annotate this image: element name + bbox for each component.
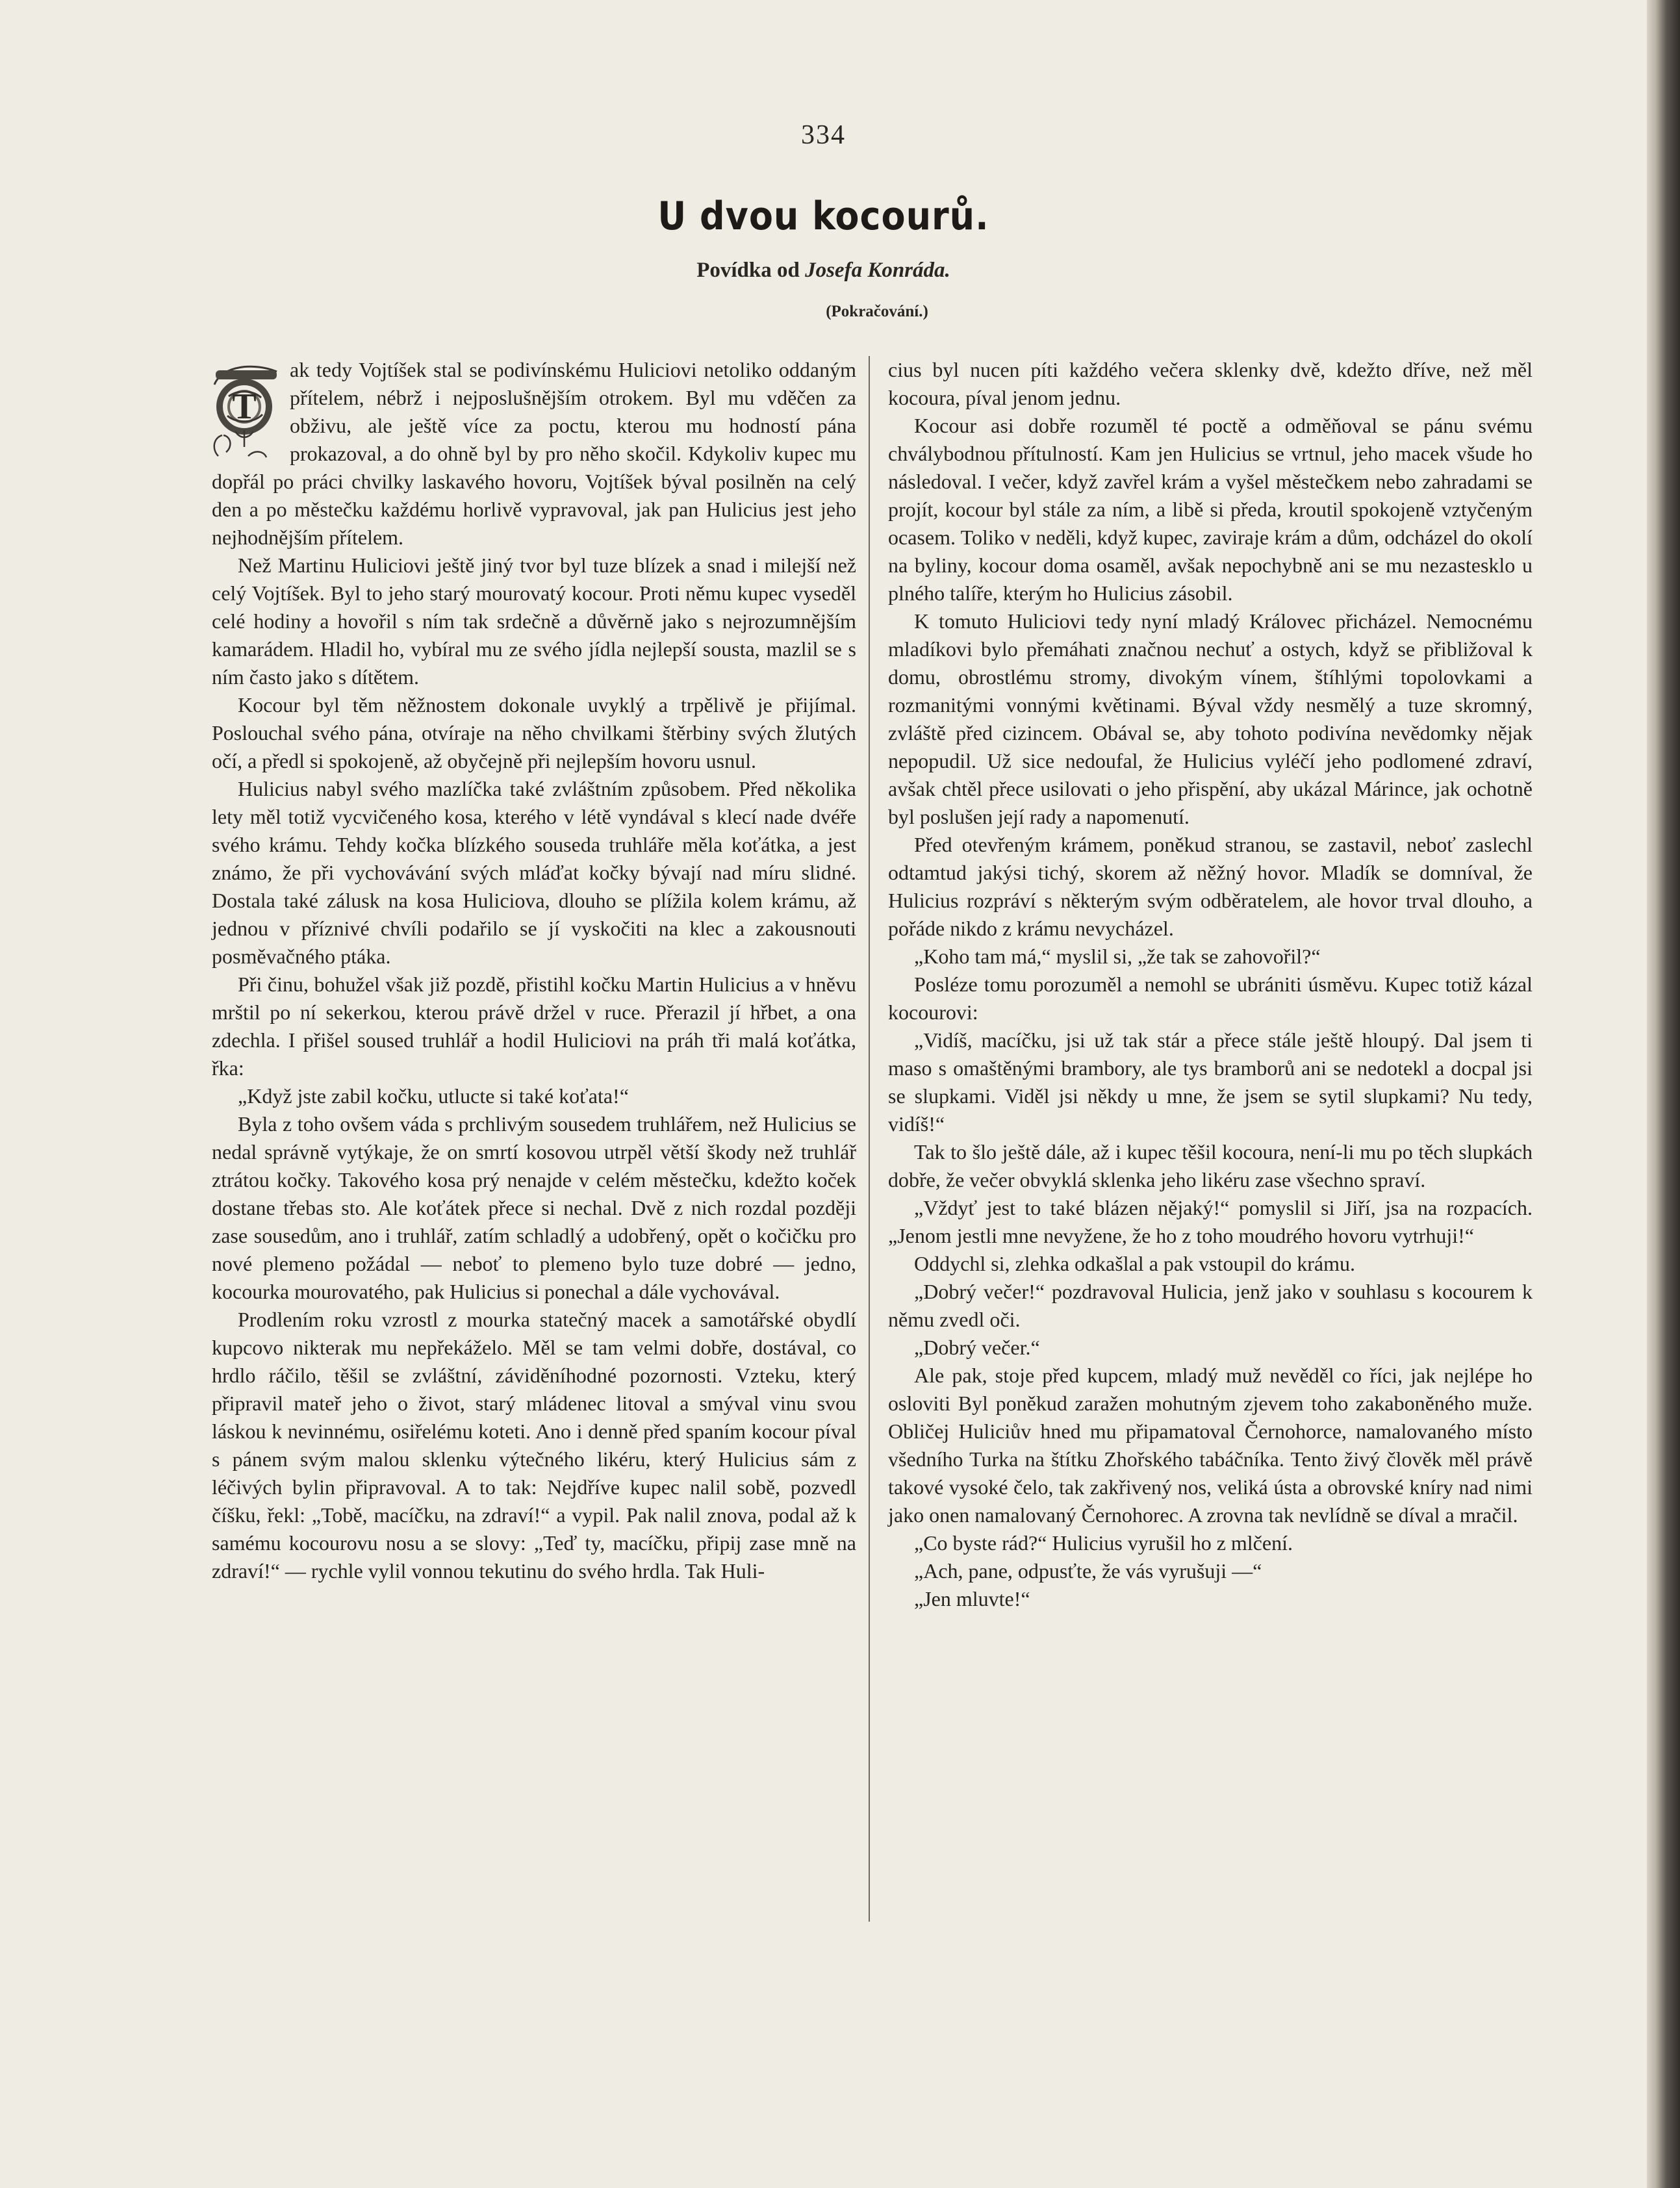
paragraph: „Vidíš, macíčku, jsi už tak stár a přece stále ještě hloupý. Dal jsem ti maso s omaštěnými brambory, ale tys bramborů ani se nedotekl a docpal jsi se slupkami. Viděl jsi někdy u mne, že jsem se sytil slupkami? Nu tedy, vidíš!“ [888, 1028, 1533, 1136]
paragraph: „Vždyť jest to také blázen nějaký!“ pomyslil si Jiří, jsa na rozpacích. „Jenom jestli mne nevyžene, že ho z toho moudrého hovoru vytrhuji!“ [888, 1196, 1533, 1247]
author-name: Josefa Konráda. [805, 259, 950, 282]
paragraph: Než Martinu Huliciovi ještě jiný tvor byl tuze blízek a snad i milejší než celý Vojtíšek. Byl to jeho starý mourovatý kocour. Proti němu kupec vyseděl celé hodiny a hovořil s ním tak srdečně a důvěrně jako s nejrozumnějším kamarádem. Hladil ho, vybíral mu ze svého jídla nejlepší sousta, mazlil se s ním často jako s dítětem. [212, 553, 856, 689]
text-column-right [888, 356, 1533, 1613]
paragraph: „Koho tam má,“ myslil si, „že tak se zahovořil?“ [914, 945, 1321, 968]
book-page-edge [1647, 0, 1680, 2188]
paragraph: K tomuto Huliciovi tedy nyní mladý Královec přicházel. Nemocnému mladíkovi bylo přemáhati značnou nechuť a ostych, když se přibližoval k domu, obrostlému stromy, divokým vínem, štíhlými topolovkami a rozmanitými vonnými květinami. Býval vždy nesmělý a tuze skromný, zvláště před cizincem. Obával se, aby tohoto podivína nevědomky nějak nepopudil. Už sice nedoufal, že Hulicius vyléčí jeho podlomené zdraví, avšak chtěl přece usilovati o jeho přispění, aby ukázal Márince, jak ochotně byl poslušen její rady a napomenutí. [888, 609, 1533, 828]
paragraph: Kocour byl těm něžnostem dokonale uvyklý a trpělivě je přijímal. Poslouchal svého pána, otvíraje na něho chvilkami štěrbiny svých žlutých očí, a předl si spokojeně, až obyčejně při nejlepším hovoru usnul. [212, 693, 856, 772]
paragraph: Před otevřeným krámem, poněkud stranou, se zastavil, neboť zaslechl odtamtud jakýsi tichý, skorem až něžný hovor. Mladík se domníval, že Hulicius rozpráví s některým svým odběratelem, ale hovor trval dlouho, a pořáde nikdo z krámu nevycházel. [888, 833, 1533, 940]
story-subtitle [0, 259, 1647, 283]
paragraph: „Když jste zabil kočku, utlucte si také koťata!“ [238, 1084, 629, 1108]
paragraph: Byla z toho ovšem váda s prchlivým sousedem truhlářem, než Hulicius se nedal správně vytýkaje, že on smrtí kosovou utrpěl větší škody než truhlář ztrátou kočky. Takového kosa prý nenajde v celém městečku, kdežto koček dostane třebas sto. Ale koťátek přece si nechal. Dvě z nich rozdal později zase sousedům, ano i truhlář, zatím schladlý a udobřený, opět o kočičku pro nové plemeno požádal — neboť to plemeno bylo tuze dobré — jedno, kocourka mourovatého, pak Hulicius si ponechal a dále vychovával. [212, 1112, 856, 1303]
paragraph: „Jen mluvte!“ [914, 1587, 1030, 1610]
paragraph: „Dobrý večer.“ [914, 1336, 1040, 1359]
paragraph: Kocour asi dobře rozuměl té poctě a odměňoval se pánu svému chválybodnou přítulností. Kam jen Hulicius se vrtnul, jeho macek všude ho následoval. I večer, když zavřel krám a vyšel městečkem nebo zahradami se projít, kocour byl stále za ním, a libě si předa, kroutil spokojeně vztyčeným ocasem. Toliko v neděli, když kupec, zaviraje krám a dům, odcházel do okolí na byliny, kocour doma osaměl, avšak nepochybně ani se mu nezastesklo u plného talíře, kterým ho Hulicius zásobil. [888, 414, 1533, 605]
drop-cap-letter: T [232, 387, 257, 427]
subtitle-prefix: Povídka od [696, 259, 800, 282]
drop-cap-ornament [209, 359, 282, 465]
text-column-left [212, 356, 856, 1585]
paragraph: ak tedy Vojtíšek stal se podivínskému Huliciovi netoliko oddaným přítelem, nébrž i nejposlušnějším otrokem. Byl mu vděčen za obživu, ale ještě více za poctu, kterou mu hodností pána prokazoval, a do ohně byl by pro něho skočil. Kdykoliv kupec mu dopřál po práci chvilky laskavého hovoru, Vojtíšek býval posilněn na celý den a po městečku každému horlivě vypravoval, jak pan Hulicius jest jeho nejhodnějším přítelem. [212, 358, 856, 549]
page-number: 334 [801, 120, 846, 150]
continuation-note: (Pokračování.) [826, 303, 928, 320]
column-divider [869, 356, 870, 1922]
paragraph: „Co byste rád?“ Hulicius vyrušil ho z mlčení. [914, 1531, 1293, 1555]
paragraph: Ale pak, stoje před kupcem, mladý muž nevěděl co říci, jak nejlépe ho osloviti Byl poněkud zaražen mohutným zjevem toho zakaboněného muže. Obličej Huliciův hned mu připamatoval Černohorce, namalovaného místo všedního Turka na štítku Zhořského tabáčníka. Tento živý člověk měl právě takové vysoké čelo, tak zakřivený nos, veliká ústa a obrovské kníry nad nimi jako onen namalovaný Černohorec. A zrovna tak nevlídně se díval a mračil. [888, 1364, 1533, 1527]
paragraph: Posléze tomu porozuměl a nemohl se ubrániti úsměvu. Kupec totiž kázal kocourovi: [888, 973, 1533, 1024]
paragraph: Hulicius nabyl svého mazlíčka také zvláštním způsobem. Před několika lety měl totiž vycvičeného kosa, kterého v létě vyndával s klecí nade dvéře svého krámu. Tehdy kočka blízkého souseda truhláře měla koťátka, a jest známo, že při vychovávání svých mláďat kočky bývají nad míru slidné. Dostala také zálusk na kosa Huliciova, dlouho se plížila kolem krámu, až jednou v příznivé chvíli podařilo se jí vyskočiti na klec a zakousnouti posměvačného ptáka. [212, 777, 856, 968]
paragraph: Při činu, bohužel však již pozdě, přistihl kočku Martin Hulicius a v hněvu mrštil po ní sekerkou, kterou právě držel v ruce. Přerazil jí hřbet, a ona zdechla. I přišel soused truhlář a hodil Huliciovi na práh tři malá koťátka, řka: [212, 973, 856, 1080]
paragraph: „Dobrý večer!“ pozdravoval Hulicia, jenž jako v souhlasu s kocourem k němu zvedl oči. [888, 1280, 1533, 1331]
paragraph: Oddychl si, zlehka odkašlal a pak vstoupil do krámu. [914, 1252, 1355, 1275]
paragraph: Prodlením roku vzrostl z mourka statečný macek a samotářské obydlí kupcovo nikterak mu nepřekáželo. Měl se tam velmi dobře, dostával, co hrdlo ráčilo, těšil se zvláštní, záviděníhodné pozornosti. Vzteku, který připravil mateř jeho o život, starý mládenec litoval a smýval vinu svou láskou k nevinnému, osiřelému koteti. Ano i denně před spaním kocour píval s pánem svým malou sklenku výtečného likéru, který Hulicius sám z léčivých bylin připravoval. A to tak: Nejdříve kupec nalil sobě, pozvedl číšku, řekl: „Tobě, macíčku, na zdraví!“ a vypil. Pak nalil znova, podal až k samému kocourovu nosu a se slovy: „Teď ty, macíčku, připij zase mně na zdraví!“ — rychle vylil vonnou tekutinu do svého hrdla. Tak Huli- [212, 1308, 856, 1583]
story-title: U dvou kocourů. [657, 194, 989, 239]
paragraph: Tak to šlo ještě dále, až i kupec těšil kocoura, není-li mu po těch slupkách dobře, že večer obvyklá sklenka jeho likéru zase všechno spraví. [888, 1140, 1533, 1191]
ornamental-initial-icon [209, 359, 282, 465]
paragraph: cius byl nucen píti každého večera sklenky dvě, kdežto dříve, než měl kocoura, píval jenom jednu. [888, 358, 1533, 409]
paragraph: „Ach, pane, odpusťte, že vás vyrušuji —“ [914, 1559, 1262, 1583]
